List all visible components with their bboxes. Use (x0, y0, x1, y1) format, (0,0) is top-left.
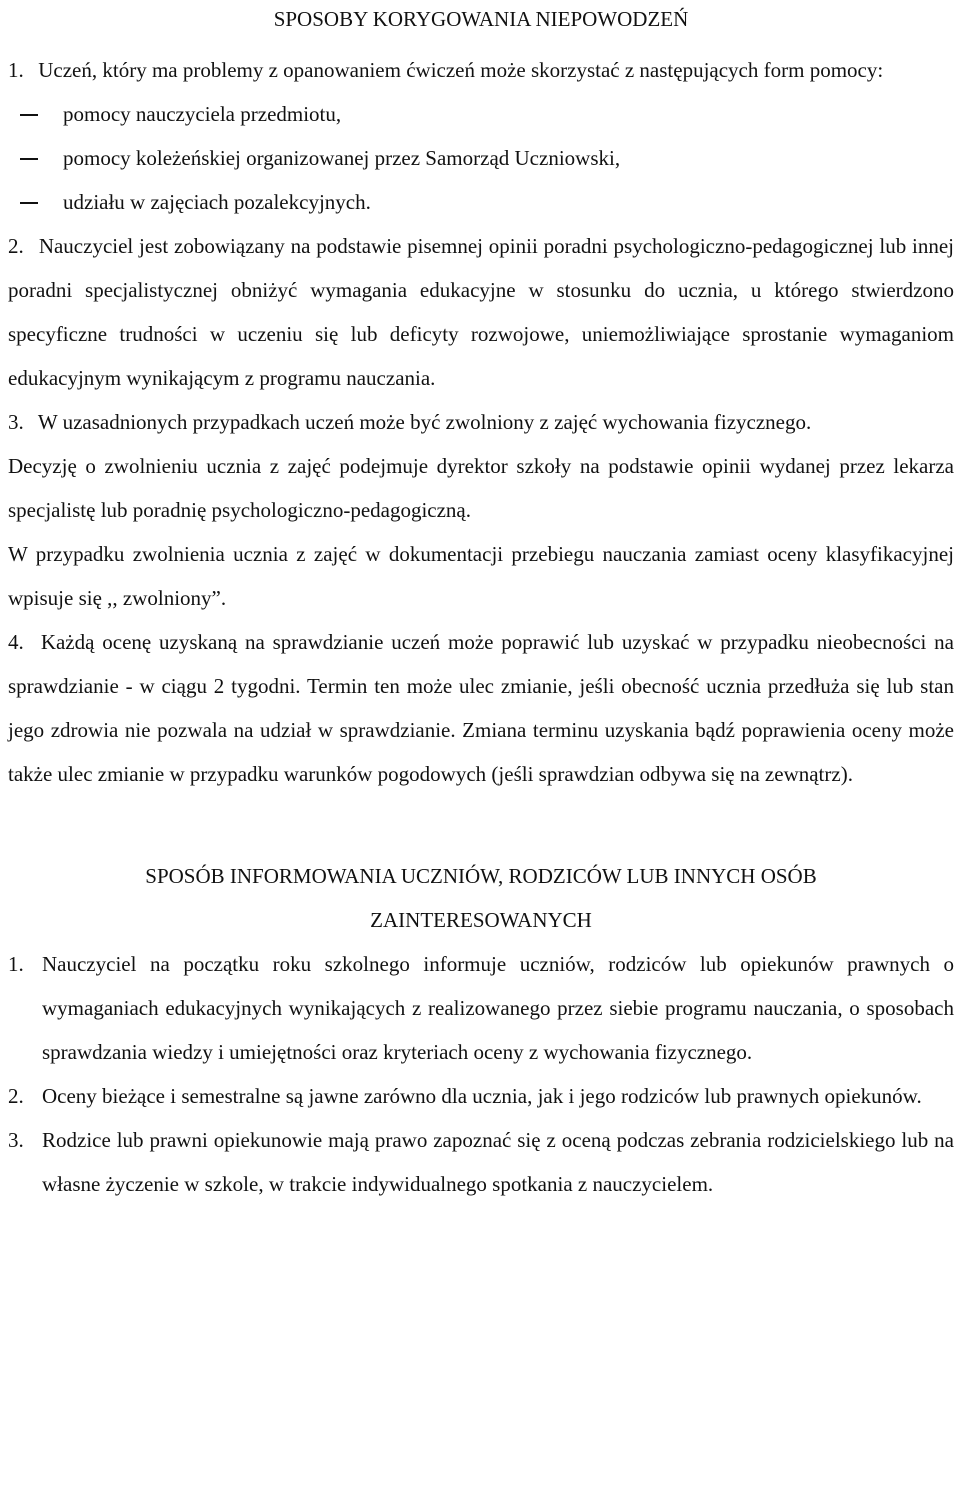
help-forms-list (8, 92, 954, 224)
item-number: 3. (8, 1128, 24, 1152)
item-3-paragraph-3: W przypadku zwolnienia ucznia z zajęć w dokumentacji przebiegu nauczania zamiast oceny klasyfikacyjnej wpisuje się ,, zwolniony”. (8, 542, 954, 610)
list-item (8, 92, 954, 136)
item-text: Rodzice lub prawni opiekunowie mają prawo zapoznać się z oceną podczas zebrania rodzicielskiego lub na własne życzenie w szkole, w trakcie indywidualnego spotkania z nauczycielem. (42, 1128, 954, 1196)
numbered-item (8, 1118, 954, 1206)
list-item-text: udziału w zajęciach pozalekcyjnych. (63, 190, 371, 214)
section-2-content (8, 942, 954, 1206)
item-number: 1. (8, 58, 24, 82)
item-text: Każdą ocenę uzyskaną na sprawdzianie uczeń może poprawić lub uzyskać w przypadku nieobecności na sprawdzianie - w ciągu 2 tygodni. Termin ten może ulec zmianie, jeśli obecność ucznia przedłuża się lub stan jego zdrowia nie pozwala na udział w sprawdzianie. Zmiana terminu uzyskania bądź poprawienia oceny może także ulec zmianie w przypadku warunków pogodowych (jeśli sprawdzian odbywa się na zewnątrz). (8, 630, 954, 786)
numbered-item (8, 942, 954, 1074)
item-text: Nauczyciel jest zobowiązany na podstawie pisemnej opinii poradni psychologiczno-pedagogicznej lub innej poradni specjalistycznej obniżyć wymagania edukacyjne w stosunku do ucznia, u którego stwierdzono specyficzne trudności w uczeniu się lub deficyty rozwojowe, uniemożliwiające sprostanie wymaganiom edukacyjnym wynikającym z programu nauczania. (8, 234, 955, 390)
list-item (8, 180, 954, 224)
section-title-line-2: ZAINTERESOWANYCH (370, 908, 592, 932)
item-text: Oceny bieżące i semestralne są jawne zarówno dla ucznia, jak i jego rodziców lub prawnych opiekunów. (42, 1084, 922, 1108)
item-number: 2. (8, 1084, 24, 1108)
dash-bullet-icon (8, 136, 63, 180)
item-number: 1. (8, 952, 24, 976)
item-text: Uczeń, który ma problemy z opanowaniem ćwiczeń może skorzystać z następujących form pomocy: (38, 58, 884, 82)
item-1 (8, 48, 954, 92)
item-text: Nauczyciel na początku roku szkolnego informuje uczniów, rodziców lub opiekunów prawnych o wymaganiach edukacyjnych wynikających z realizowanego przez siebie programu nauczania, o sposobach sprawdzania wiedzy i umiejętności oraz kryteriach oceny z wychowania fizycznego. (42, 952, 954, 1064)
list-item (8, 136, 954, 180)
item-4 (8, 620, 954, 796)
item-2 (8, 224, 954, 400)
item-number: 2. (8, 234, 24, 258)
list-item-text: pomocy nauczyciela przedmiotu, (63, 102, 342, 126)
item-number: 3. (8, 410, 24, 434)
section-title-line-1: SPOSÓB INFORMOWANIA UCZNIÓW, RODZICÓW LUB INNYCH OSÓB (145, 864, 817, 888)
list-item-text: pomocy koleżeńskiej organizowanej przez Samorząd Uczniowski, (63, 146, 621, 170)
item-text: W uzasadnionych przypadkach uczeń może być zwolniony z zajęć wychowania fizycznego. (37, 410, 812, 434)
section-1-content (8, 48, 954, 796)
item-number: 4. (8, 630, 24, 654)
item-3 (8, 400, 954, 444)
dash-bullet-icon (8, 180, 63, 224)
numbered-item (8, 1074, 954, 1118)
dash-bullet-icon (8, 92, 63, 136)
section-title-2 (8, 854, 954, 942)
section-title: SPOSOBY KORYGOWANIA NIEPOWODZEŃ (273, 7, 689, 31)
item-3-paragraph-2: Decyzję o zwolnieniu ucznia z zajęć podejmuje dyrektor szkoły na podstawie opinii wydanej przez lekarza specjalistę lub poradnię psychologiczno-pedagogiczną. (8, 454, 954, 522)
